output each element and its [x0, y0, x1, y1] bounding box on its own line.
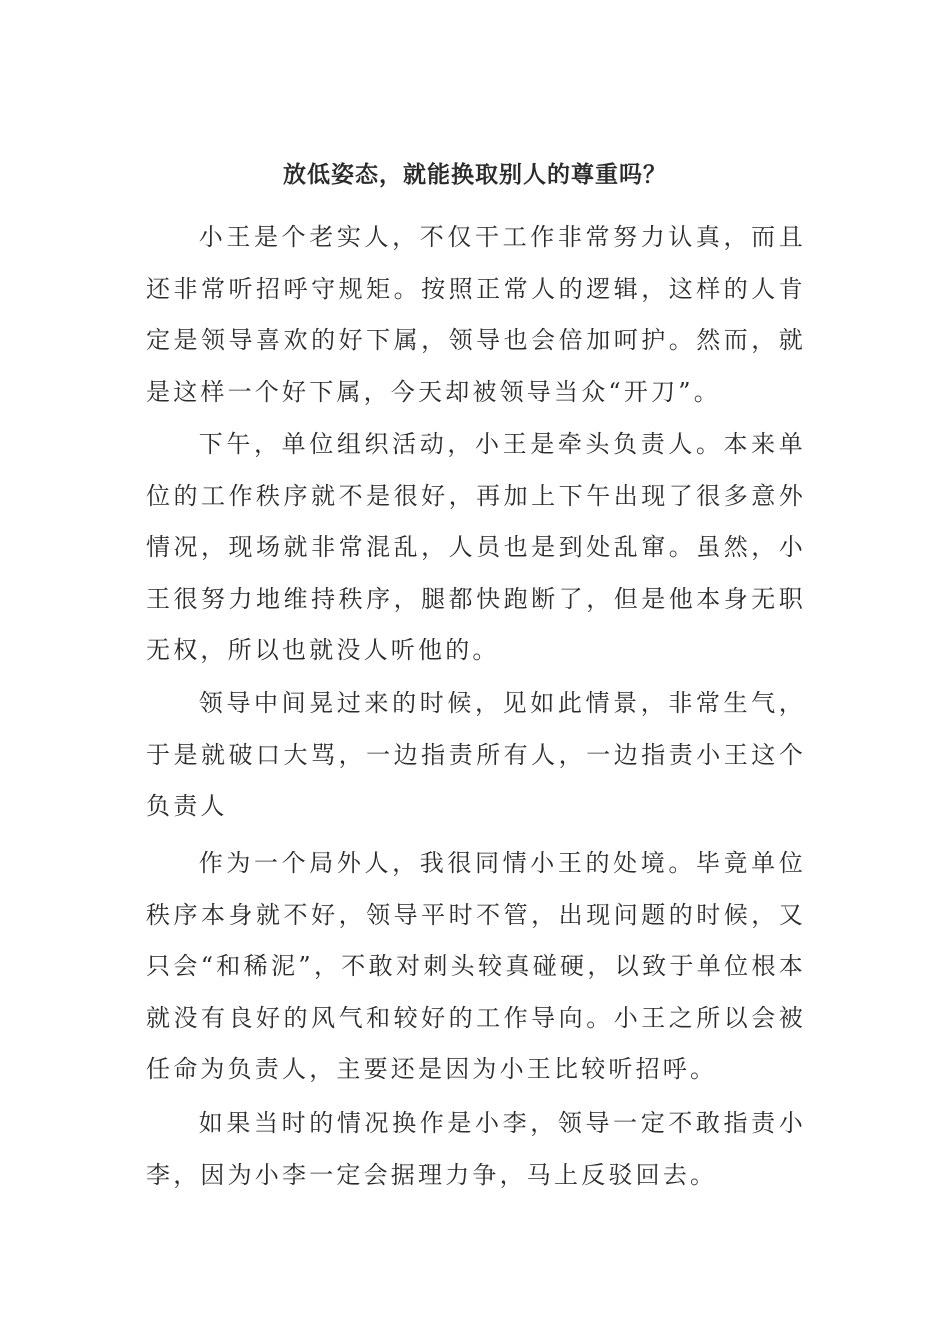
paragraph-1: 小王是个老实人，不仅干工作非常努力认真，而且还非常听招呼守规矩。按照正常人的逻辑，这样的人肯定是领导喜欢的好下属，领导也会倍加呵护。然而，就是这样一个好下属，今天却被领导当众“开刀”。 — [146, 223, 806, 406]
paragraph-4: 作为一个局外人，我很同情小王的处境。毕竟单位秩序本身就不好，领导平时不管，出现问题的时候，又只会“和稀泥”，不敢对刺头较真碰硬，以致于单位根本就没有良好的风气和较好的工作导向。小王之所以会被任命为负责人，主要还是因为小王比较听招呼。 — [146, 849, 806, 1083]
paragraph-5: 如果当时的情况换作是小李，领导一定不敢指责小李，因为小李一定会据理力争，马上反驳回去。 — [146, 1109, 806, 1189]
paragraph-3: 领导中间晃过来的时候，见如此情景，非常生气，于是就破口大骂，一边指责所有人，一边指责小王这个负责人 — [146, 689, 806, 820]
paragraph-2: 下午，单位组织活动，小王是牵头负责人。本来单位的工作秩序就不是很好，再加上下午出现了很多意外情况，现场就非常混乱，人员也是到处乱窜。虽然，小王很努力地维持秩序，腿都快跑断了，但是他本身无职无权，所以也就没人听他的。 — [146, 430, 806, 664]
document-title: 放低姿态，就能换取别人的尊重吗？ — [283, 161, 667, 188]
